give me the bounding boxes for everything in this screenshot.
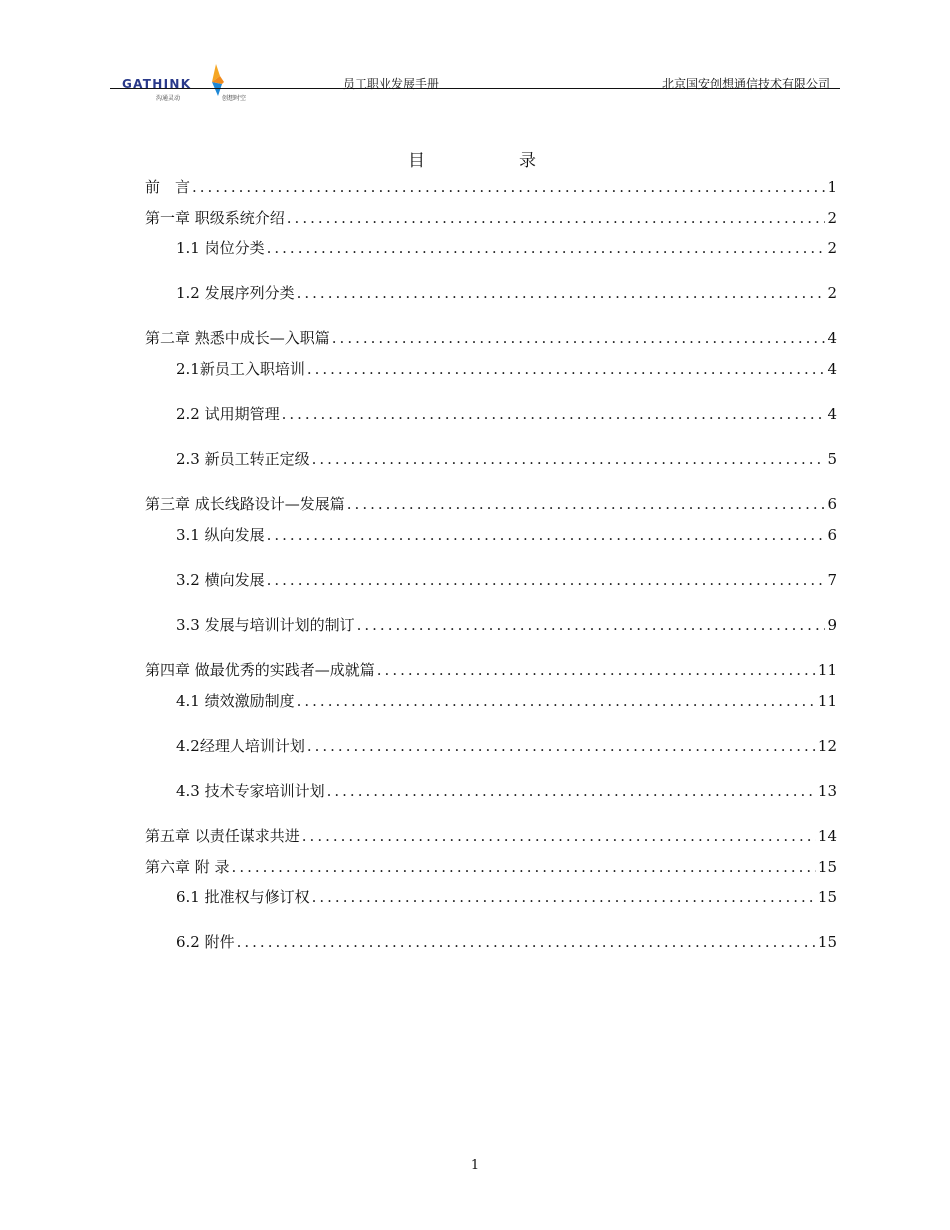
page-header bbox=[110, 58, 840, 108]
toc-leader-dots bbox=[357, 614, 826, 636]
toc-entry-label: 4.3 技术专家培训计划 bbox=[176, 782, 325, 800]
toc-entry-page: 15 bbox=[817, 858, 837, 876]
logo-wordmark: GATHINK bbox=[122, 77, 192, 91]
toc-entry-page: 12 bbox=[817, 737, 837, 755]
toc-entry-label: 6.1 批准权与修订权 bbox=[176, 888, 310, 906]
toc-leader-dots bbox=[192, 176, 825, 198]
toc-entry[interactable] bbox=[145, 856, 837, 878]
toc-entry[interactable] bbox=[145, 176, 837, 198]
toc-entry[interactable] bbox=[145, 327, 837, 349]
toc-entry-label: 2.1新员工入职培训 bbox=[176, 360, 305, 378]
toc-entry[interactable] bbox=[176, 569, 837, 591]
toc-leader-dots bbox=[267, 524, 826, 546]
toc-entry[interactable] bbox=[176, 780, 837, 802]
toc-entry-label: 第三章 成长线路设计—发展篇 bbox=[145, 495, 345, 513]
toc-entry-label: 6.2 附件 bbox=[176, 933, 235, 951]
company-logo bbox=[122, 60, 262, 104]
toc-entry-label: 前 言 bbox=[145, 178, 191, 196]
toc-entry-label: 第五章 以责任谋求共进 bbox=[145, 827, 300, 845]
toc-leader-dots bbox=[237, 931, 816, 953]
toc-leader-dots bbox=[267, 569, 826, 591]
toc-entry[interactable] bbox=[176, 403, 837, 425]
toc-entry[interactable] bbox=[176, 237, 837, 259]
toc-leader-dots bbox=[267, 237, 826, 259]
toc-leader-dots bbox=[287, 207, 826, 229]
toc-entry-page: 15 bbox=[817, 888, 837, 906]
toc-entry[interactable] bbox=[176, 282, 837, 304]
toc-entry[interactable] bbox=[176, 735, 837, 757]
toc-entry-label: 1.1 岗位分类 bbox=[176, 239, 265, 257]
toc-leader-dots bbox=[312, 448, 826, 470]
logo-slogan-left: 沟通灵动 bbox=[156, 95, 181, 102]
toc-heading bbox=[0, 146, 950, 171]
toc-entry-page: 4 bbox=[827, 405, 837, 423]
toc-entry-page: 9 bbox=[827, 616, 837, 634]
toc-entry[interactable] bbox=[145, 207, 837, 229]
toc-entry-page: 2 bbox=[827, 284, 837, 302]
toc-entry-label: 4.2经理人培训计划 bbox=[176, 737, 305, 755]
toc-entry-label: 第二章 熟悉中成长—入职篇 bbox=[145, 329, 330, 347]
toc-entry-page: 6 bbox=[827, 526, 837, 544]
toc-leader-dots bbox=[347, 493, 826, 515]
toc-entry-label: 第一章 职级系统介绍 bbox=[145, 209, 285, 227]
toc-entry[interactable] bbox=[176, 448, 837, 470]
toc-entry-page: 15 bbox=[817, 933, 837, 951]
logo-slogan-right: 创想时空 bbox=[222, 95, 247, 102]
toc-entry[interactable] bbox=[145, 659, 837, 681]
toc-entry-page: 13 bbox=[817, 782, 837, 800]
toc-leader-dots bbox=[327, 780, 816, 802]
toc-entry[interactable] bbox=[176, 690, 837, 712]
toc-leader-dots bbox=[332, 327, 826, 349]
toc-entry-label: 4.1 绩效激励制度 bbox=[176, 692, 295, 710]
toc-entry-page: 11 bbox=[817, 661, 837, 679]
toc-heading-right: 录 bbox=[519, 151, 542, 171]
toc-entry-page: 2 bbox=[827, 239, 837, 257]
toc-leader-dots bbox=[312, 886, 816, 908]
toc-entry-page: 4 bbox=[827, 360, 837, 378]
toc-entry-page: 11 bbox=[817, 692, 837, 710]
toc-heading-left: 目 bbox=[408, 151, 431, 171]
toc-entry[interactable] bbox=[176, 358, 837, 380]
company-name: 北京国安创想通信技术有限公司 bbox=[661, 77, 830, 91]
toc-entry-page: 1 bbox=[827, 178, 837, 196]
toc-entry-label: 1.2 发展序列分类 bbox=[176, 284, 295, 302]
toc-entry-page: 5 bbox=[827, 450, 837, 468]
header-divider bbox=[110, 88, 840, 89]
toc-entry-label: 第四章 做最优秀的实践者—成就篇 bbox=[145, 661, 375, 679]
toc-entry-label: 第六章 附 录 bbox=[145, 858, 230, 876]
toc-entry[interactable] bbox=[176, 886, 837, 908]
toc-leader-dots bbox=[282, 403, 826, 425]
toc-entry-page: 2 bbox=[827, 209, 837, 227]
toc-leader-dots bbox=[307, 358, 826, 380]
toc-entry[interactable] bbox=[145, 493, 837, 515]
toc-leader-dots bbox=[297, 282, 826, 304]
page-number: 1 bbox=[470, 1158, 480, 1173]
toc-entry-label: 2.3 新员工转正定级 bbox=[176, 450, 310, 468]
toc-leader-dots bbox=[307, 735, 816, 757]
toc-entry-page: 6 bbox=[827, 495, 837, 513]
toc-entry-label: 3.1 纵向发展 bbox=[176, 526, 265, 544]
toc-entry-page: 4 bbox=[827, 329, 837, 347]
document-title: 员工职业发展手册 bbox=[343, 77, 440, 91]
toc-leader-dots bbox=[297, 690, 816, 712]
toc-entry[interactable] bbox=[176, 614, 837, 636]
toc-leader-dots bbox=[302, 825, 816, 847]
toc-entry-label: 3.3 发展与培训计划的制订 bbox=[176, 616, 355, 634]
toc-entry-label: 2.2 试用期管理 bbox=[176, 405, 280, 423]
toc-entry-label: 3.2 横向发展 bbox=[176, 571, 265, 589]
toc-leader-dots bbox=[377, 659, 816, 681]
toc-entry[interactable] bbox=[176, 931, 837, 953]
toc-entry[interactable] bbox=[145, 825, 837, 847]
toc-entry[interactable] bbox=[176, 524, 837, 546]
toc-entry-page: 14 bbox=[817, 827, 837, 845]
toc-entry-page: 7 bbox=[827, 571, 837, 589]
toc-leader-dots bbox=[232, 856, 816, 878]
